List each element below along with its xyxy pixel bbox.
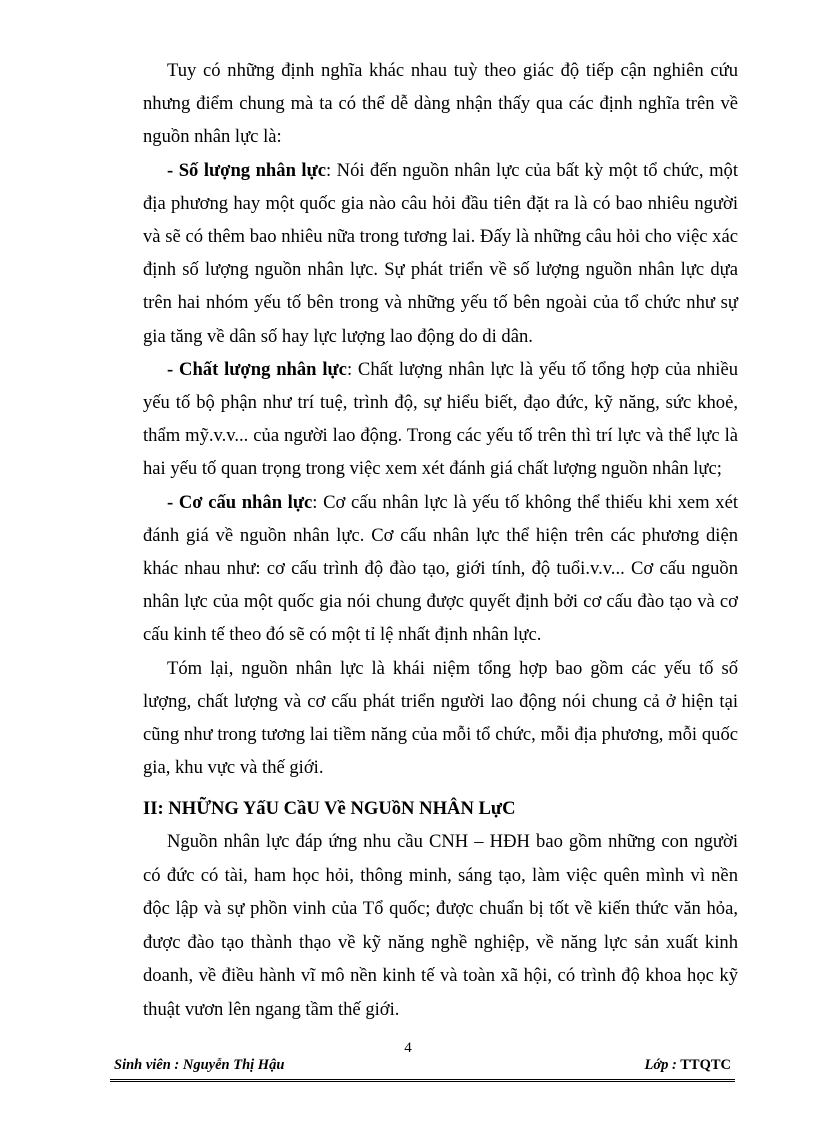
intro-paragraph: Tuy có những định nghĩa khác nhau tuỳ theo giác độ tiếp cận nghiên cứu nhưng điểm chung mà ta có thể dễ dàng nhận thấy qua các định nghĩa trên về nguồn nhân lực là: — [143, 60, 738, 148]
footer-class-value: TTQTC — [680, 1057, 731, 1073]
item-term: - Cơ cấu nhân lực — [167, 491, 313, 513]
section-paragraph: Nguồn nhân lực đáp ứng nhu cầu CNH – HĐH bao gồm những con người có đức có tài, ham học hỏi, thông minh, sáng tạo, làm việc quên mình vì nền độc lập và sự phồn vinh của Tổ quốc; được chuẩn bị tốt về kiến thức văn hỏa, được đào tạo thành thạo về kỹ năng nghề nghiệp, về năng lực sản xuất kinh doanh, về điều hành vĩ mô nền kinh tế và toàn xã hội, có trình độ khoa học kỹ thuật vươn lên ngang tầm thế giới. — [143, 831, 738, 1020]
section-body — [143, 825, 738, 1026]
item-term: - Chất lượng nhân lực — [167, 358, 347, 380]
item-quantity — [143, 154, 738, 353]
item-text: : Cơ cấu nhân lực là yếu tố không thể thiếu khi xem xét đánh giá về nguồn nhân lực. Cơ cấu nhân lực thể hiện trên các phương diện khác nhau như: cơ cấu trình độ đào tạo, giới tính, độ tuổi.v.v... Cơ cấu nguồn nhân lực của một quốc gia nói chung được quyết định bởi cơ cấu đào tạo và cơ cấu kinh tế theo đó sẽ có một tỉ lệ nhất định nhân lực. — [143, 491, 739, 646]
footer-class-label: Lớp : — [644, 1057, 677, 1073]
item-quality — [143, 353, 738, 486]
summary-paragraph: Tóm lại, nguồn nhân lực là khái niệm tổng hợp bao gồm các yếu tố số lượng, chất lượng và cơ cấu phát triển người lao động nói chung cả ở hiện tại cũng như trong tương lai tiềm năng của mỗi tổ chức, mỗi địa phương, mỗi quốc gia, khu vực và thế giới. — [143, 657, 738, 779]
page-footer — [110, 1053, 735, 1082]
body-text — [143, 54, 738, 784]
item-text: : Nói đến nguồn nhân lực của bất kỳ một tổ chức, một địa phương hay một quốc gia nào câu hỏi đầu tiên đặt ra là có bao nhiêu người và sẽ có thêm bao nhiêu nữa trong tương lai. Đấy là những câu hỏi cho việc xác định số lượng nguồn nhân lực. Sự phát triển về số lượng nguồn nhân lực dựa trên hai nhóm yếu tố bên trong và những yếu tố bên ngoài của tổ chức như sự gia tăng về dân số hay lực lượng lao động do di dân. — [143, 159, 739, 347]
item-text: : Chất lượng nhân lực là yếu tố tổng hợp của nhiều yếu tố bộ phận như trí tuệ, trình độ, sự hiểu biết, đạo đức, kỹ năng, sức khoẻ, thẩm mỹ.v.v... của người lao động. Trong các yếu tố trên thì trí lực và thể lực là hai yếu tố quan trọng trong việc xem xét đánh giá chất lượng nguồn nhân lực; — [143, 358, 738, 480]
section-heading: II: NHỮNG YấU CầU Về NGUồN NHÂN LựC — [143, 798, 516, 819]
footer-class — [645, 1057, 731, 1074]
page-number: 4 — [404, 1040, 412, 1056]
footer-student: Sinh viên : Nguyễn Thị Hậu — [114, 1057, 285, 1073]
item-structure — [143, 486, 738, 652]
item-term: - Số lượng nhân lực — [167, 159, 326, 181]
